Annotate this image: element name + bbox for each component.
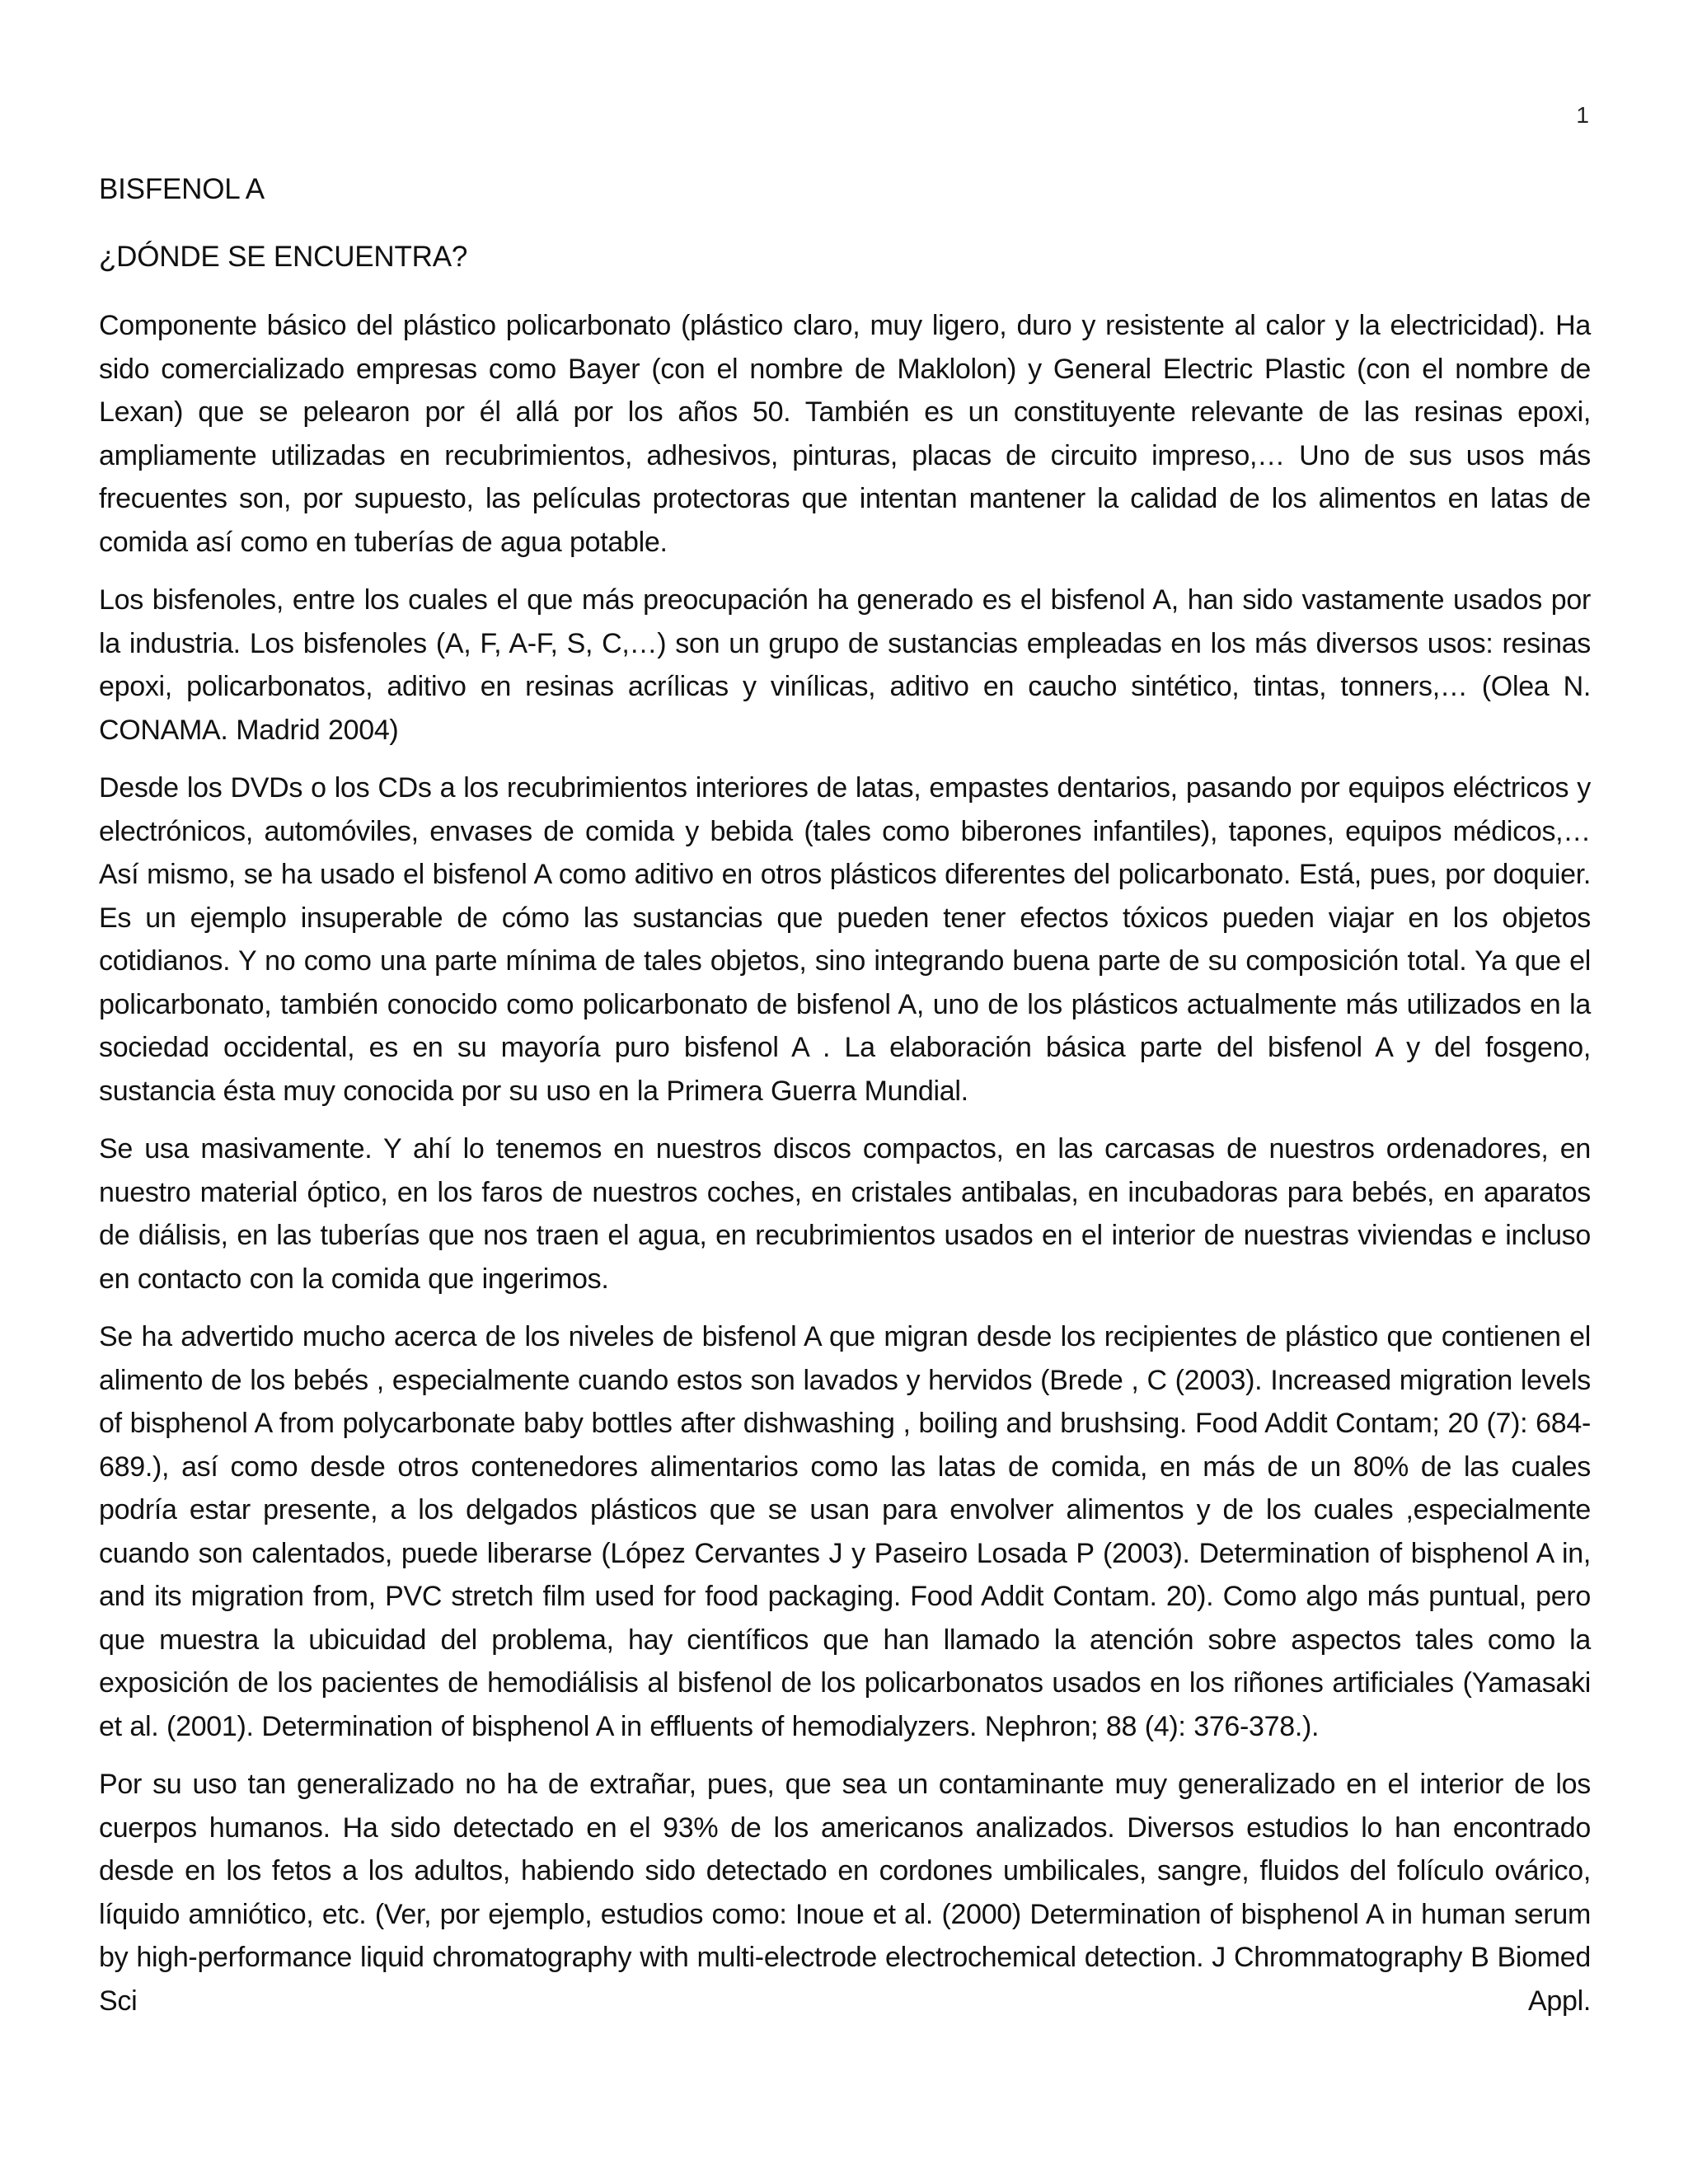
paragraph-mass-use: Se usa masivamente. Y ahí lo tenemos en nuestros discos compactos, en las carcasas de nuestros ordenadores, en nuestro material óptico, en los faros de nuestros coches, en cristales antibalas, en incubadoras para bebés, en aparatos de diálisis, en las tuberías que nos traen el agua, en recubrimientos usados en el interior de nuestras viviendas e incluso en contacto con la comida que ingerimos. — [99, 1133, 1591, 1295]
document-body — [99, 169, 1591, 2037]
paragraph-human-exposure: Por su uso tan generalizado no ha de extrañar, pues, que sea un contaminante muy generalizado en el interior de los cuerpos humanos. Ha sido detectado en el 93% de los americanos analizados. Diversos estudios lo han encontrado desde en los fetos a los adultos, habiendo sido detectado en cordones umbilicales, sangre, fluidos del folículo ovárico, líquido amniótico, etc. (Ver, por ejemplo, estudios como: Inoue et al. (2000) Determination of bisphenol A in human serum by high-performance liquid chromatography with multi-electrode electrochemical detection. J Chrommatography B Biomed Sci Appl. — [99, 1769, 1591, 2017]
paragraph-bisphenols: Los bisfenoles, entre los cuales el que más preocupación ha generado es el bisfenol A, han sido vastamente usados por la industria. Los bisfenoles (A, F, A-F, S, C,…) son un grupo de sustancias empleadas en los más diversos usos: resinas epoxi, policarbonatos, aditivo en resinas acrílicas y vinílicas, aditivo en caucho sintético, tintas, tonners,… (Olea N. CONAMA. Madrid 2004) — [99, 584, 1591, 746]
page-number: 1 — [1576, 102, 1589, 128]
paragraph-where-found: Componente básico del plástico policarbonato (plástico claro, muy ligero, duro y resistente al calor y la electricidad). Ha sido comercializado empresas como Bayer (con el nombre de Maklolon) y General Electric Plastic (con el nombre de Lexan) que se pelearon por él allá por los años 50. También es un constituyente relevante de las resinas epoxi, ampliamente utilizadas en recubrimientos, adhesivos, pinturas, placas de circuito impreso,… Uno de sus usos más frecuentes son, por supuesto, las películas protectoras que intentan mantener la calidad de los alimentos en latas de comida así como en tuberías de agua potable. — [99, 310, 1591, 558]
document-title: BISFENOL A — [99, 173, 265, 205]
paragraph-migration: Se ha advertido mucho acerca de los niveles de bisfenol A que migran desde los recipientes de plástico que contienen el alimento de los bebés , especialmente cuando estos son lavados y hervidos (Brede , C (2003). Increased migration levels of bisphenol A from polycarbonate baby bottles after dishwashing , boiling and brushsing. Food Addit Contam; 20 (7): 684-689.), así como desde otros contenedores alimentarios como las latas de comida, en más de un 80% de las cuales podría estar presente, a los delgados plásticos que se usan para envolver alimentos y de los cuales ,especialmente cuando son calentados, puede liberarse (López Cervantes J y Paseiro Losada P (2003). Determination of bisphenol A in, and its migration from, PVC stretch film used for food packaging. Food Addit Contam. 20). Como algo más puntual, pero que muestra la ubicuidad del problema, hay científicos que han llamado la atención sobre aspectos tales como la exposición de los pacientes de hemodiálisis al bisfenol de los policarbonatos usados en los riñones artificiales (Yamasaki et al. (2001). Determination of bisphenol A in effluents of hemodialyzers. Nephron; 88 (4): 376-378.). — [99, 1321, 1591, 1742]
section-heading: ¿DÓNDE SE ENCUENTRA? — [99, 241, 468, 273]
paragraph-everyday-objects: Desde los DVDs o los CDs a los recubrimientos interiores de latas, empastes dentarios, pasando por equipos eléctricos y electrónicos, automóviles, envases de comida y bebida (tales como biberones infantiles), tapones, equipos médicos,… Así mismo, se ha usado el bisfenol A como aditivo en otros plásticos diferentes del policarbonato. Está, pues, por doquier. Es un ejemplo insuperable de cómo las sustancias que pueden tener efectos tóxicos pueden viajar en los objetos cotidianos. Y no como una parte mínima de tales objetos, sino integrando buena parte de su composición total. Ya que el policarbonato, también conocido como policarbonato de bisfenol A, uno de los plásticos actualmente más utilizados en la sociedad occidental, es en su mayoría puro bisfenol A . La elaboración básica parte del bisfenol A y del fosgeno, sustancia ésta muy conocida por su uso en la Primera Guerra Mundial. — [99, 772, 1591, 1107]
